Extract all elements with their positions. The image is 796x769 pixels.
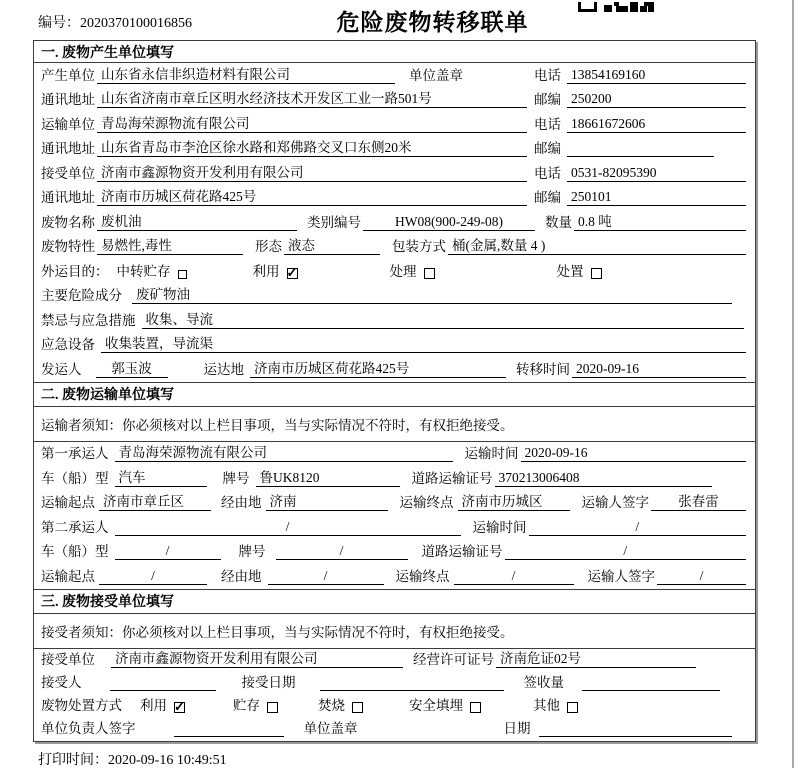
shipper-label: 发运人 — [41, 361, 82, 377]
page-edge-line — [792, 0, 794, 768]
transport-unit-label: 运输单位 — [41, 116, 95, 132]
disposal-method-label: 废物处置方式 — [41, 697, 122, 713]
emergency-equipment-row — [34, 333, 755, 358]
license-number-label: 经营许可证号 — [413, 651, 494, 667]
accepting-unit-label: 接受单位 — [41, 651, 95, 667]
transporter-sign-value: 张春雷 — [651, 494, 746, 511]
category-code-value: HW08(900-249-08) — [363, 214, 535, 231]
origin-label: 运输起点 — [41, 495, 95, 510]
endpoint-label: 运输终点 — [395, 568, 450, 584]
emergency-equipment-label: 应急设备 — [41, 337, 95, 352]
producer-phone-value: 13854169160 — [567, 67, 746, 84]
acceptor-label: 接受人 — [41, 674, 82, 690]
plate-number-label: 牌号 — [222, 470, 250, 486]
transport-time-value: 2020-09-16 — [521, 445, 747, 462]
acceptor-row — [34, 672, 755, 695]
vehicle-type-2-value: / — [115, 543, 221, 560]
second-carrier-value: / — [115, 519, 461, 536]
producer-zip-value: 250200 — [567, 91, 746, 108]
road-permit-label: 道路运输证号 — [421, 544, 503, 559]
physical-form-value: 液态 — [284, 238, 380, 255]
waste-characteristics-label: 废物特性 — [41, 239, 95, 254]
waste-name-row — [34, 210, 755, 235]
disposal-method-row — [34, 695, 755, 718]
receiver-unit-value: 济南市鑫源物资开发利用有限公司 — [97, 165, 527, 182]
transport-zip-value — [567, 142, 714, 157]
purpose-option-utilize — [253, 264, 298, 280]
endpoint-label: 运输终点 — [399, 495, 454, 510]
option-label: 利用 — [252, 263, 280, 279]
received-quantity-label: 签收量 — [523, 674, 564, 690]
page-title: 危险废物转移联单 — [336, 10, 529, 35]
purpose-option-transfer-storage — [117, 264, 187, 280]
receiver-unit-row — [34, 161, 755, 186]
producer-address-value: 山东省济南市章丘区明水经济技术开发区工业一路501号 — [97, 91, 527, 108]
transporter-sign-label: 运输人签字 — [587, 568, 655, 584]
plate-number-2-value: / — [276, 543, 408, 560]
road-permit-2-value: / — [505, 543, 747, 560]
disposal-option-utilize — [140, 698, 185, 714]
emergency-measures-row — [34, 308, 755, 333]
accepting-unit-row — [34, 649, 755, 672]
first-carrier-row — [34, 442, 755, 467]
endpoint-value: 济南市历城区 — [458, 494, 570, 511]
packaging-value: 桶(金属,数量 4 ) — [448, 238, 746, 255]
checkbox-treat — [424, 268, 435, 279]
vehicle-type-value: 汽车 — [115, 470, 207, 487]
option-label: 处理 — [389, 263, 417, 279]
purpose-option-treat — [390, 264, 435, 280]
hazard-components-label: 主要危险成分 — [41, 288, 122, 303]
destination-label: 运达地 — [203, 361, 244, 377]
vehicle-type-row-1 — [34, 466, 755, 491]
transport-address-value: 山东省青岛市李沧区徐水路和郑佛路交叉口东侧20米 — [97, 140, 527, 157]
checkbox-disposal-incinerate — [352, 702, 363, 713]
transport-unit-value: 青岛海荣源物流有限公司 — [97, 116, 527, 133]
transporter-sign-2-value: / — [657, 568, 746, 585]
receiver-address-value: 济南市历城区荷花路425号 — [97, 189, 527, 206]
waste-characteristics-value: 易燃性,毒性 — [97, 238, 243, 255]
phone-label: 电话 — [534, 67, 561, 83]
transport-purpose-label: 外运目的： — [41, 263, 109, 279]
receiver-address-row — [34, 186, 755, 211]
section3-header: 三. 废物接受单位填写 — [34, 589, 755, 614]
disposal-option-other — [533, 698, 578, 714]
plate-number-label: 牌号 — [238, 544, 266, 559]
hazard-components-value: 废矿物油 — [132, 287, 732, 304]
print-time-line — [38, 749, 227, 769]
serial-label: 编号： — [38, 16, 80, 31]
unit-seal-label: 单位盖章 — [409, 67, 463, 83]
producer-unit-row — [34, 63, 755, 88]
purpose-option-dispose — [557, 264, 602, 280]
zip-label: 邮编 — [534, 92, 561, 107]
emergency-measures-label: 禁忌与应急措施 — [41, 312, 136, 328]
section1-header: 一. 废物产生单位填写 — [34, 41, 755, 63]
phone-label: 电话 — [534, 165, 561, 181]
second-carrier-label: 第二承运人 — [41, 519, 109, 535]
serial-value: 2020370100016856 — [80, 16, 192, 31]
transfer-form-table — [33, 40, 756, 742]
second-carrier-row — [34, 515, 755, 540]
receiver-notice: 接受者须知：你必须核对以上栏目事项，当与实际情况不符时，有权拒绝接受。 — [34, 614, 755, 649]
destination-value: 济南市历城区荷花路425号 — [250, 361, 506, 378]
transporter-sign-label: 运输人签字 — [581, 495, 649, 510]
emergency-equipment-value: 收集装置，导流渠 — [101, 336, 746, 353]
vehicle-type-label: 车（船）型 — [41, 470, 109, 486]
responsible-signature-value — [174, 722, 284, 737]
print-time-value: 2020-09-16 10:49:51 — [108, 753, 227, 768]
transport-purpose-row — [34, 259, 755, 284]
transfer-time-label: 转移时间 — [516, 361, 570, 377]
transport-time-label: 运输时间 — [464, 446, 519, 461]
checkbox-utilize — [287, 268, 298, 279]
transport-time-label: 运输时间 — [472, 519, 527, 535]
section2-header: 二. 废物运输单位填写 — [34, 382, 755, 407]
option-label: 安全填埋 — [409, 697, 463, 713]
road-permit-label: 道路运输证号 — [411, 470, 493, 486]
zip-label: 邮编 — [534, 190, 561, 205]
disposal-option-storage — [233, 698, 278, 714]
date-label: 日期 — [503, 720, 531, 736]
via-label: 经由地 — [221, 495, 262, 510]
checkbox-disposal-landfill — [470, 702, 481, 713]
waste-characteristics-row — [34, 235, 755, 260]
origin-2-value: / — [99, 568, 207, 585]
origin-value: 济南市章丘区 — [99, 494, 211, 511]
unit-seal-label: 单位盖章 — [303, 720, 358, 736]
disposal-option-incinerate — [318, 698, 363, 714]
option-label: 中转贮存 — [116, 263, 171, 279]
road-permit-value: 370213006408 — [495, 470, 713, 487]
producer-unit-label: 产生单位 — [41, 67, 95, 83]
receiver-phone-value: 0531-82095390 — [567, 165, 746, 182]
address-label: 通讯地址 — [41, 190, 95, 205]
seal-date-value — [539, 722, 733, 737]
vehicle-type-row-2 — [34, 540, 755, 565]
transfer-time-value: 2020-09-16 — [572, 361, 746, 378]
checkbox-disposal-other — [567, 702, 578, 713]
quantity-label: 数量 — [545, 214, 572, 230]
quantity-value: 0.8 吨 — [574, 214, 746, 231]
disposal-option-landfill — [409, 698, 481, 714]
hazard-components-row — [34, 284, 755, 309]
plate-number-value: 鲁UK8120 — [256, 470, 400, 487]
transport-phone-value: 18661672606 — [567, 116, 746, 133]
option-label: 处置 — [556, 263, 584, 279]
responsible-signature-label: 单位负责人签字 — [41, 720, 136, 736]
receiver-unit-label: 接受单位 — [41, 165, 95, 181]
zip-label: 邮编 — [534, 141, 561, 156]
waste-name-value: 废机油 — [97, 214, 297, 231]
transport-time-2-value: / — [529, 519, 747, 536]
physical-form-label: 形态 — [255, 239, 282, 254]
qr-code-partial-icon — [578, 0, 654, 16]
transport-route-row-1 — [34, 491, 755, 516]
origin-label: 运输起点 — [41, 568, 95, 584]
category-code-label: 类别编号 — [307, 214, 361, 230]
checkbox-transfer-storage — [178, 270, 187, 279]
option-label: 贮存 — [233, 697, 260, 713]
address-label: 通讯地址 — [41, 141, 95, 156]
checkbox-disposal-storage — [267, 702, 278, 713]
accepting-unit-value: 济南市鑫源物资开发利用有限公司 — [111, 651, 403, 668]
transport-unit-row — [34, 112, 755, 137]
phone-label: 电话 — [534, 116, 561, 132]
shipper-row — [34, 357, 755, 382]
producer-address-row — [34, 88, 755, 113]
producer-unit-value: 山东省永信非织造材料有限公司 — [97, 67, 395, 84]
packaging-label: 包装方式 — [392, 239, 446, 254]
transport-address-row — [34, 137, 755, 162]
checkbox-dispose — [591, 268, 602, 279]
address-label: 通讯地址 — [41, 92, 95, 107]
accept-date-value — [320, 676, 504, 691]
license-number-value: 济南危证02号 — [496, 651, 696, 668]
first-carrier-value: 青岛海荣源物流有限公司 — [115, 445, 453, 462]
checkbox-disposal-utilize — [174, 702, 185, 713]
first-carrier-label: 第一承运人 — [41, 446, 109, 461]
acceptor-value — [110, 676, 216, 691]
transport-route-row-2 — [34, 564, 755, 589]
emergency-measures-value: 收集、导流 — [142, 312, 745, 329]
transporter-notice: 运输者须知：你必须核对以上栏目事项，当与实际情况不符时，有权拒绝接受。 — [34, 407, 755, 442]
endpoint-2-value: / — [454, 568, 574, 585]
via-label: 经由地 — [221, 568, 262, 584]
via-value: 济南 — [266, 494, 388, 511]
accept-date-label: 接受日期 — [241, 674, 296, 690]
responsible-signature-row — [34, 718, 755, 741]
via-2-value: / — [268, 568, 384, 585]
option-label: 其他 — [533, 697, 560, 713]
print-time-label: 打印时间： — [38, 753, 108, 768]
option-label: 利用 — [140, 697, 167, 713]
vehicle-type-label: 车（船）型 — [41, 544, 109, 559]
receiver-zip-value: 250101 — [567, 189, 746, 206]
shipper-value: 郭玉波 — [96, 361, 168, 378]
received-quantity-value — [582, 676, 720, 691]
option-label: 焚烧 — [318, 697, 345, 713]
waste-name-label: 废物名称 — [41, 214, 95, 230]
